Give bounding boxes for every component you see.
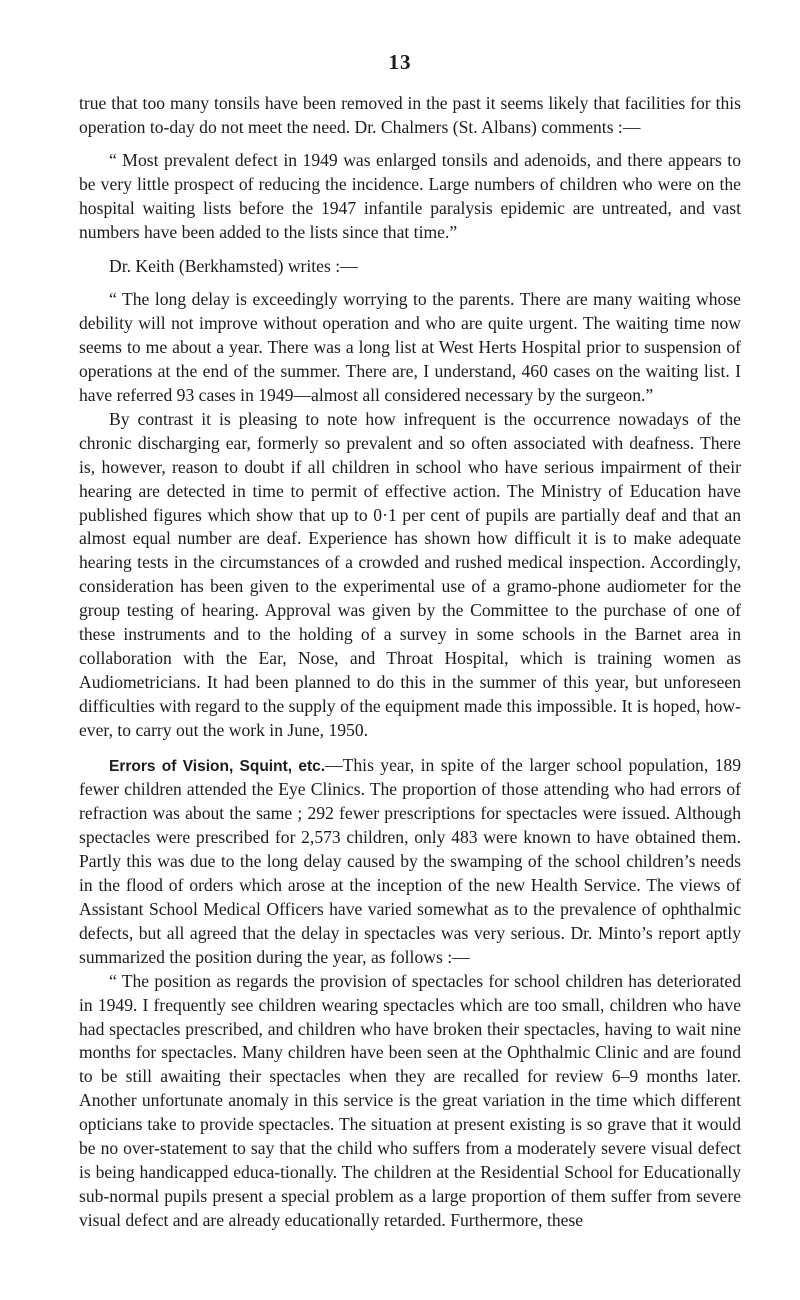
paragraph-errors-of-vision-text: —This year, in spite of the larger school population, 189 fewer children attended the Eye Clinics. The proportion of those attending who had errors of refraction was about the same ; 292 fewer prescriptions for spectacles were issued. Although spectacles were prescribed for 2,573 children, only 483 were known to have obtained them. Partly this was due to the long delay caused by the swamping of the school children’s needs in the flood of orders which arose at the inception of the new Health Service. The views of Assistant School Medical Officers have varied somewhat as to the prevalence of ophthalmic defects, but all agreed that the delay in spectacles was very serious. Dr. Minto’s report aptly summarized the position during the year, as follows :— [79,754,742,967]
page-number: 13 [388,50,412,74]
paragraph-continuation: true that too many tonsils have been removed in the past it seems likely that facilities for this operation to-day do not meet the need. Dr. Chalmers (St. Albans) comments :— [79,93,741,137]
section-heading-errors-of-vision: Errors of Vision, Squint, etc. [109,757,326,775]
quote-chalmers: “ Most prevalent defect in 1949 was enlarged tonsils and adenoids, and there appears to be very little prospect of reducing the incidence. Large numbers of children who were on the hospital waiting lists before the 1947 infantile paralysis epidemic are untreated, and vast numbers have been added to the lists since that time.” [79,149,741,242]
paragraph-hearing: By contrast it is pleasing to note how infrequent is the occurrence nowadays of the chronic discharging ear, formerly so prevalent and so often associated with deafness. There is, however, reason to doubt if all children in school who have serious impairment of their hearing are detected in time to permit of effective action. The Ministry of Education have published figures which show that up to 0·1 per cent of pupils are partially deaf and that an almost equal number are deaf. Experience has shown how difficult it is to make adequate hearing tests in the circumstances of a crowded and rushed medical inspection. Accordingly, consideration has been given to the experimental use of a gramo-phone audiometer for the group testing of hearing. Approval was given by the Committee to the purchase of one of these instruments and to the holding of a survey in some schools in the Barnet area in collaboration with the Ear, Nose, and Throat Hospital, which is training women as Audiometricians. It had been planned to do this in the summer of this year, but unforeseen difficulties with regard to the supply of the equipment made this impossible. It is hoped, how-ever, to carry out the work in June, 1950. [79,408,741,740]
quote-keith: “ The long delay is exceedingly worrying to the parents. There are many waiting whose debility will not improve without operation and who are quite urgent. The waiting time now seems to me about a year. There was a long list at West Herts Hospital prior to suspension of operations at the end of the summer. There are, I understand, 460 cases on the waiting list. I have referred 93 cases in 1949—almost all considered necessary by the surgeon.” [79,289,741,405]
body-text [79,92,741,1233]
paragraph-errors-of-vision [79,754,741,970]
quote-minto: “ The position as regards the provision of spectacles for school children has deteriorated in 1949. I frequently see children wearing spectacles which are too small, children who have had spectacles prescribed, and children who have broken their spectacles, having to wait nine months for spectacles. Many children have been seen at the Ophthalmic Clinic and are found to be still awaiting their spectacles when they are recalled for review 6–9 months later. Another unfortunate anomaly in this service is the great variation in the time which different opticians take to provide spectacles. The situation at present existing is so grave that it would be no over-statement to say that the child who suffers from a moderately severe visual defect is being handicapped educa-tionally. The children at the Residential School for Educationally sub-normal pupils present a special problem as a large proportion of them suffer from severe visual defect and are already educationally retarded. Furthermore, these [79,970,741,1230]
paragraph-keith-intro: Dr. Keith (Berkhamsted) writes :— [109,256,358,277]
